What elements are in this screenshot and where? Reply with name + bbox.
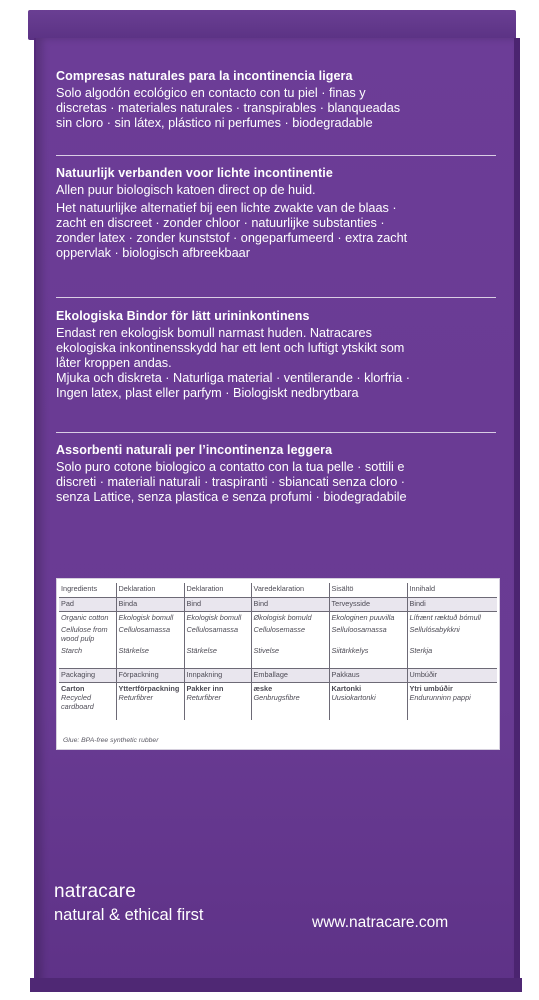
table-cell bbox=[251, 682, 329, 720]
body-line: sin cloro · sin látex, plástico ni perfumes · biodegradable bbox=[56, 116, 373, 130]
glue-note: Glue: BPA-free synthetic rubber bbox=[63, 737, 159, 744]
table-cell: Umbúðir bbox=[407, 668, 497, 682]
divider-line bbox=[56, 297, 496, 298]
box-top-fold bbox=[28, 10, 516, 40]
header-cell: Deklaration bbox=[184, 583, 251, 597]
ingredient: Sterkja bbox=[409, 645, 433, 655]
table-cell bbox=[407, 611, 497, 668]
ingredient: Siitärkkelys bbox=[331, 645, 369, 655]
table-cell: Pakkaus bbox=[329, 668, 407, 682]
packaging-item: æske bbox=[253, 683, 273, 693]
box-bottom-fold bbox=[30, 978, 522, 992]
brand-logo: natracare bbox=[54, 881, 137, 902]
body-line: Solo algodón ecológico en contacto con tu piel · finas y bbox=[56, 86, 366, 100]
packaging-material: Recycled cardboard bbox=[61, 692, 94, 711]
packaging-item: Ytri umbúðir bbox=[409, 683, 453, 693]
body-line: låter kroppen andas. bbox=[56, 356, 172, 370]
section-spanish bbox=[56, 68, 496, 131]
ingredient: Organic cotton bbox=[61, 612, 109, 622]
section-body bbox=[56, 86, 496, 131]
table-cell bbox=[407, 682, 497, 720]
ingredient: Økologisk bomuld bbox=[253, 612, 312, 622]
body-line: zacht en discreet · zonder chloor · natuurlijke substanties · bbox=[56, 216, 385, 230]
packaging-material: Returfibrer bbox=[118, 692, 153, 702]
header-cell: Sisältö bbox=[329, 583, 407, 597]
body-line: zonder latex · zonder kunststof · ongeparfumeerd · extra zacht bbox=[56, 231, 408, 245]
section-title: Natuurlijk verbanden voor lichte incontinentie bbox=[56, 166, 333, 180]
brand-tagline: natural & ethical first bbox=[54, 906, 204, 924]
packaging-item: Yttertförpackning bbox=[118, 683, 180, 693]
table-cell bbox=[251, 611, 329, 668]
packaging-material: Genbrugsfibre bbox=[253, 692, 300, 702]
table-cell bbox=[184, 682, 251, 720]
ingredient: Stärkelse bbox=[186, 645, 217, 655]
table-cell bbox=[116, 682, 184, 720]
ingredient: Cellulose from wood pulp bbox=[61, 624, 108, 643]
table-cell bbox=[184, 611, 251, 668]
ingredient: Ekologinen puuvilla bbox=[331, 612, 395, 622]
section-italian bbox=[56, 442, 496, 505]
body-line: discreti · materiali naturali · traspiranti · sbiancati senza cloro · bbox=[56, 475, 406, 489]
body-line: Ingen latex, plast eller parfym · Biologiskt nedbrytbara bbox=[56, 386, 359, 400]
ingredients-table bbox=[59, 583, 497, 720]
table-header-row bbox=[59, 583, 497, 597]
table-cell: Terveysside bbox=[329, 597, 407, 611]
ingredient: Ekologisk bomull bbox=[118, 612, 174, 622]
ingredient: Cellulosemasse bbox=[253, 624, 306, 634]
table-cell: Bind bbox=[251, 597, 329, 611]
packaging-material: Returfibrer bbox=[186, 692, 221, 702]
ingredient: Cellulosamassa bbox=[186, 624, 239, 634]
packaging-item: Kartonki bbox=[331, 683, 362, 693]
table-cell: Pad bbox=[59, 597, 116, 611]
ingredient: Starch bbox=[61, 645, 83, 655]
ingredient: Lífrænt ræktuð bómull bbox=[409, 612, 481, 622]
packaging-material: Endurunninn pappi bbox=[409, 692, 471, 702]
website-url: www.natracare.com bbox=[312, 914, 449, 931]
table-cell: Binda bbox=[116, 597, 184, 611]
table-row-pad-details bbox=[59, 611, 497, 668]
table-cell: Emballage bbox=[251, 668, 329, 682]
body-line: Solo puro cotone biologico a contatto con la tua pelle · sottili e bbox=[56, 460, 405, 474]
section-dutch bbox=[56, 165, 496, 261]
body-line: Allen puur biologisch katoen direct op de huid. bbox=[56, 183, 316, 197]
ingredients-table-panel bbox=[56, 578, 500, 750]
table-cell: Packaging bbox=[59, 668, 116, 682]
body-line: discretas · materiales naturales · transpirables · blanqueadas bbox=[56, 101, 401, 115]
divider-line bbox=[56, 155, 496, 156]
body-line: Het natuurlijke alternatief bij een lichte zwakte van de blaas · bbox=[56, 201, 397, 215]
table-row-packaging-details bbox=[59, 682, 497, 720]
table-row-packaging bbox=[59, 668, 497, 682]
table-cell: Bindi bbox=[407, 597, 497, 611]
body-line: Endast ren ekologisk bomull narmast huden. Natracares bbox=[56, 326, 372, 340]
section-swedish bbox=[56, 308, 496, 401]
table-cell bbox=[59, 611, 116, 668]
table-cell: Innpakning bbox=[184, 668, 251, 682]
table-cell: Förpackning bbox=[116, 668, 184, 682]
ingredient: Ekologisk bomull bbox=[186, 612, 242, 622]
brand-block bbox=[54, 882, 203, 926]
packaging-item: Pakker inn bbox=[186, 683, 224, 693]
divider-line bbox=[56, 432, 496, 433]
table-cell bbox=[329, 611, 407, 668]
body-line: oppervlak · biologisch afbreekbaar bbox=[56, 246, 250, 260]
section-body bbox=[56, 460, 496, 505]
table-cell bbox=[59, 682, 116, 720]
section-title: Ekologiska Bindor för lätt urininkontinens bbox=[56, 309, 310, 323]
section-body bbox=[56, 326, 496, 401]
body-line: senza Lattice, senza plastica e senza profumi · biodegradabile bbox=[56, 490, 407, 504]
body-line: ekologiska inkontinensskydd har ett lent och luftigt ytskikt som bbox=[56, 341, 405, 355]
section-body bbox=[56, 183, 496, 261]
header-cell: Varedeklaration bbox=[251, 583, 329, 597]
packaging-item: Carton bbox=[61, 683, 85, 693]
header-cell: Innihald bbox=[407, 583, 497, 597]
table-cell: Bind bbox=[184, 597, 251, 611]
packaging-material: Uusiokartonki bbox=[331, 692, 376, 702]
header-cell: Deklaration bbox=[116, 583, 184, 597]
ingredient: Stärkelse bbox=[118, 645, 149, 655]
ingredient: Selluloosamassa bbox=[331, 624, 387, 634]
section-title: Assorbenti naturali per l’incontinenza leggera bbox=[56, 443, 333, 457]
table-row-pad bbox=[59, 597, 497, 611]
section-title: Compresas naturales para la incontinencia ligera bbox=[56, 69, 353, 83]
table-cell bbox=[116, 611, 184, 668]
ingredient: Stivelse bbox=[253, 645, 280, 655]
table-cell bbox=[329, 682, 407, 720]
ingredient: Cellulosamassa bbox=[118, 624, 171, 634]
header-cell: Ingredients bbox=[59, 583, 116, 597]
ingredient: Sellulósabykkni bbox=[409, 624, 460, 634]
body-line: Mjuka och diskreta · Naturliga material · ventilerande · klorfria · bbox=[56, 371, 410, 385]
